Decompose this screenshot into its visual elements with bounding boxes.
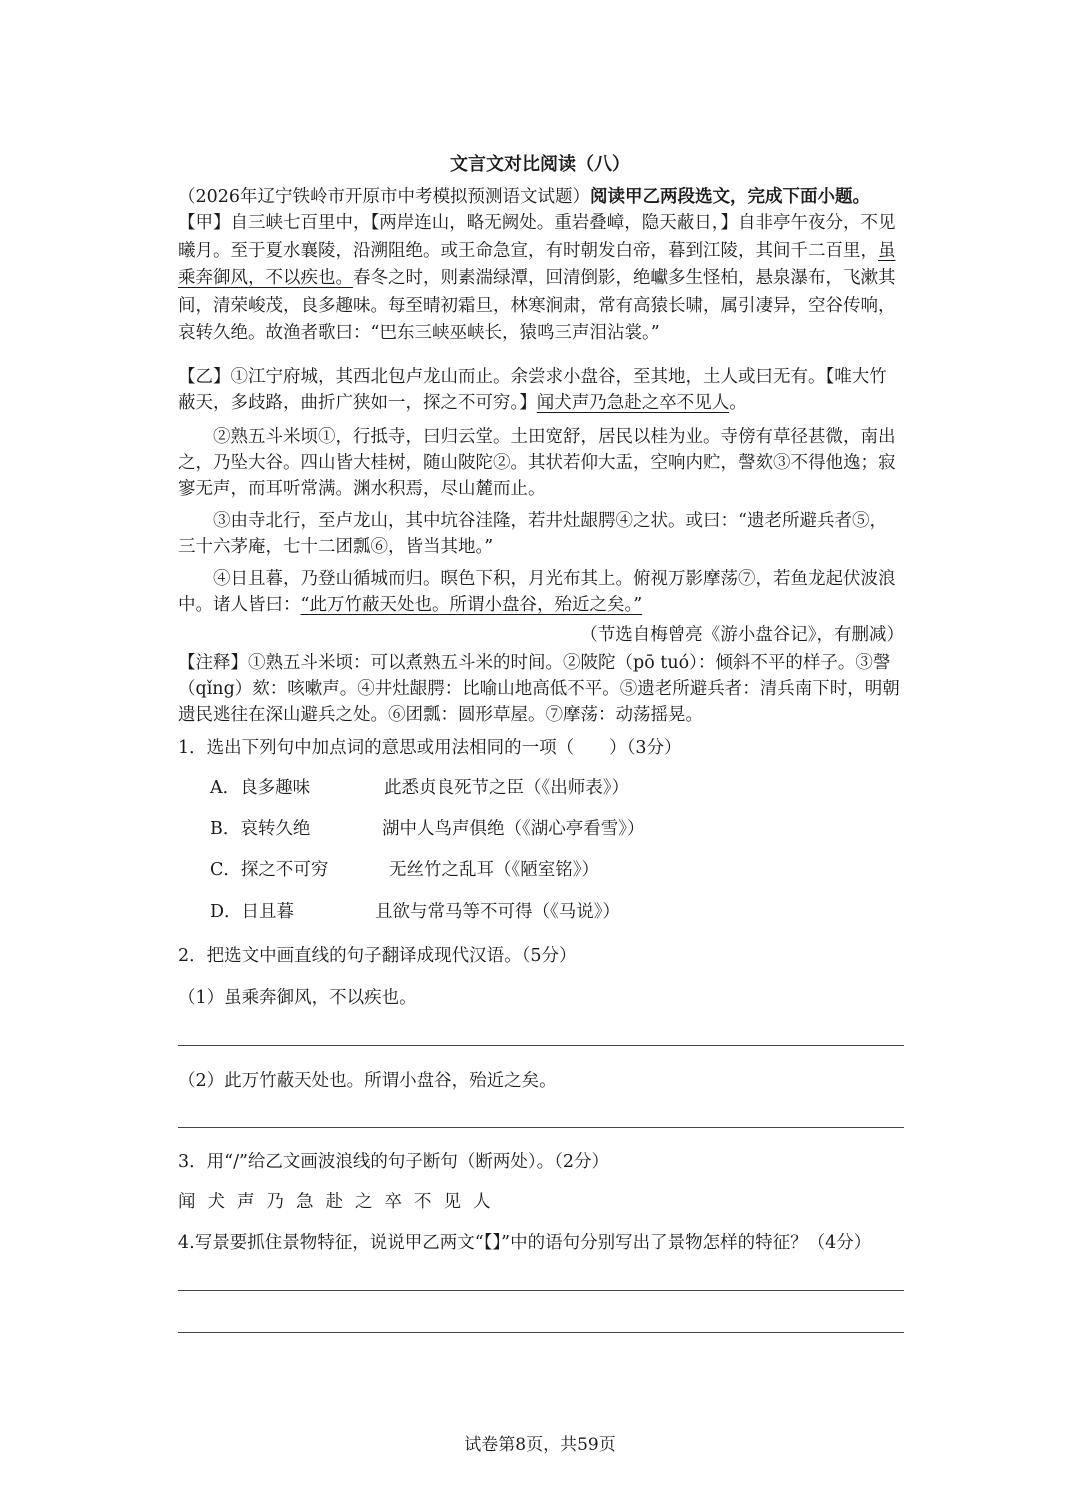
- answer-line-2[interactable]: [178, 1127, 904, 1128]
- question-2-sentence-1: （1）虽乘奔御风，不以疾也。: [178, 988, 417, 1008]
- passage-yi-text-4: ④日且暮，乃登山循城而归。暝色下积，月光布其上。俯视万影摩荡⑦，若鱼龙起伏波浪中。诸人皆曰：: [178, 569, 896, 615]
- question-3-sentence: 闻犬声乃急赴之卒不见人: [178, 1192, 503, 1212]
- option-a-right: 此悉贞良死节之臣（《出师表》）: [384, 778, 629, 798]
- intro-source: （2026年辽宁铁岭市开原市中考模拟预测语文试题）: [178, 187, 591, 207]
- passage-jia-underlined: 虽乘奔御风，不以疾也。: [178, 240, 896, 288]
- passage-jia-text-1: 【甲】自三峡七百里中，【两岸连山，略无阙处。重岩叠嶂，隐天蔽日，】自非亭午夜分，不见曦月。至于夏水襄陵，沿溯阻绝。或王命急宣，有时朝发白帝，暮到江陵，其间千二百里，: [178, 213, 896, 261]
- option-d-left: D．日且暮: [210, 902, 295, 922]
- question-3-stem: 3．用“/”给乙文画波浪线的句子断句（断两处）。（2分）: [178, 1152, 610, 1172]
- intro: [178, 184, 904, 210]
- passage-yi-text-1: 【乙】①江宁府城，其西北包卢龙山而止。余尝求小盘谷，至其地，土人或曰无有。【唯大竹蔽天，多歧路，曲折广狭如一，探之不可穷。】: [178, 367, 887, 413]
- option-a-left: A．良多趣味: [210, 778, 311, 798]
- passage-yi-3: ③由寺北行，至卢龙山，其中坑谷洼隆，若井灶龈腭④之状。或曰：“遗老所避兵者⑤，三十六茅庵，七十二团瓢⑥，皆当其地。”: [178, 511, 887, 557]
- passage-jia-text-2: 春冬之时，则素湍绿潭，回清倒影，绝巘多生怪柏，悬泉瀑布，飞漱其间，清荣峻茂，良多趣味。每至晴初霜旦，林寒涧肃，常有高猿长啸，属引凄异，空谷传响，哀转久绝。故渔者歌曰：“巴东三峡巫峡长，猿鸣三声泪沾裳。”: [178, 268, 896, 343]
- answer-line-4[interactable]: [178, 1332, 904, 1333]
- answer-line-1[interactable]: [178, 1045, 904, 1046]
- passage-source: （节选自梅曾亮《游小盘谷记》，有删减）: [580, 625, 904, 645]
- passage-yi-2: ②熟五斗米顷①，行抵寺，曰归云堂。土田宽舒，居民以桂为业。寺傍有草径甚微，南出之，乃坠大谷。四山皆大桂树，随山陂陀②。其状若仰大盂，空响内贮，謦欬③不得他逸；寂寥无声，而耳听常满。渊水积焉，尽山麓而止。: [178, 427, 896, 499]
- answer-line-3[interactable]: [178, 1290, 904, 1291]
- passage-yi-4: [178, 566, 904, 618]
- passage-jia: [178, 210, 904, 348]
- page-footer: 试卷第8页，共59页: [464, 1435, 616, 1455]
- passage-yi-underlined: “此万竹蔽天处也。所谓小盘谷，殆近之矣。”: [300, 595, 643, 615]
- option-b-left: B．哀转久绝: [210, 819, 311, 839]
- question-2-sentence-2: （2）此万竹蔽天处也。所谓小盘谷，殆近之矣。: [178, 1071, 557, 1091]
- option-b-right: 湖中人鸟声俱绝（《湖心亭看雪》）: [382, 819, 645, 839]
- question-2-stem: 2．把选文中画直线的句子翻译成现代汉语。（5分）: [178, 946, 577, 966]
- passage-yi-wavy: 闻犬声乃急赴之卒不见人: [536, 393, 730, 413]
- intro-instruction: 阅读甲乙两段选文，完成下面小题。: [590, 187, 871, 207]
- page-title: 文言文对比阅读（八）: [450, 154, 630, 175]
- passage-yi-text-1-end: 。: [729, 393, 747, 413]
- question-4-stem: 4.写景要抓住景物特征，说说甲乙两文“【】”中的语句分别写出了景物怎样的特征？（4分）: [178, 1233, 872, 1253]
- passage-yi-1: [178, 364, 904, 416]
- option-c-right: 无丝竹之乱耳（《陋室铭》）: [389, 860, 599, 880]
- option-c-left: C．探之不可穷: [210, 860, 329, 880]
- option-d-right: 且欲与常马等不可得（《马说》）: [375, 902, 620, 922]
- notes: 【注释】①熟五斗米顷：可以煮熟五斗米的时间。②陂陀（pō tuó）：倾斜不平的样子。③謦（qǐng）欬：咳嗽声。④井灶龈腭：比喻山地高低不平。⑤遗老所避兵者：清兵南下时，明朝遗民逃往在深山避兵之处。⑥团瓢：圆形草屋。⑦摩荡：动荡摇晃。: [178, 653, 900, 725]
- question-1-stem: 1．选出下列句中加点词的意思或用法相同的一项（ ）（3分）: [178, 738, 682, 758]
